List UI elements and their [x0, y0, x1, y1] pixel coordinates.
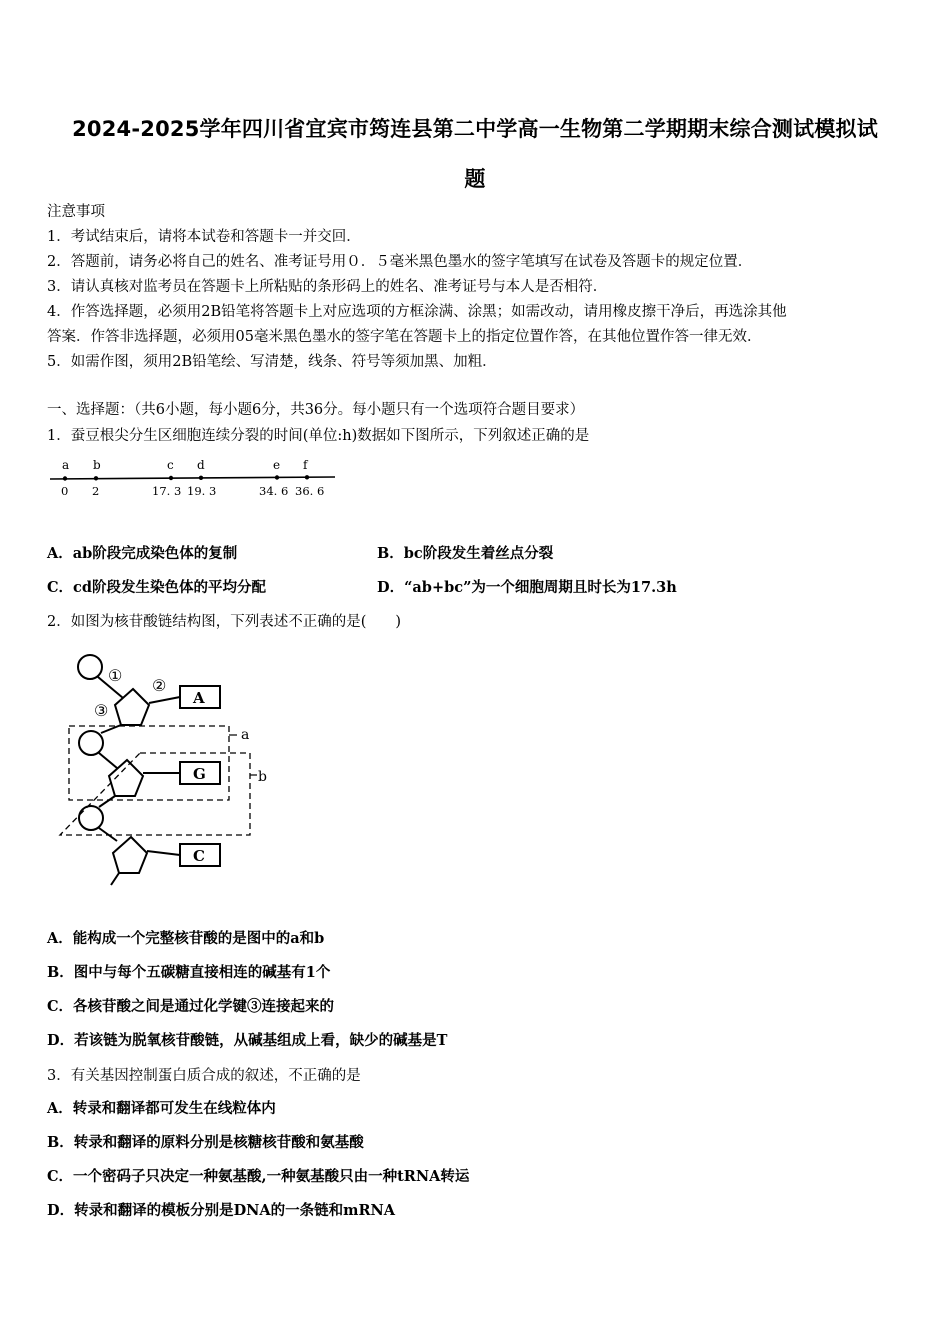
- pentose-sugar-3: [113, 837, 147, 873]
- timeline-point-a: [61, 458, 69, 498]
- q3-stem: 3．有关基因控制蛋白质合成的叙述，不正确的是: [47, 1068, 361, 1084]
- timeline-letter-e: e: [273, 458, 281, 472]
- notice-heading: 注意事项: [47, 204, 105, 220]
- timeline-letter-c: c: [167, 458, 174, 472]
- q1-option-a[interactable]: A．ab阶段完成染色体的复制: [47, 545, 238, 562]
- q2-option-a[interactable]: A．能构成一个完整核苷酸的是图中的a和b: [47, 930, 325, 947]
- bond-label-2: ②: [152, 676, 167, 695]
- q2-nucleotide-chain-diagram: [45, 645, 285, 900]
- timeline-letter-b: b: [93, 458, 101, 472]
- exam-title-line2: 题: [464, 167, 486, 191]
- bond-label-3: ③: [94, 701, 109, 720]
- section-heading: 一、选择题：（共6小题，每小题6分，共36分。每小题只有一个选项符合题目要求）: [47, 402, 585, 418]
- notice-item-5: 5．如需作图，须用2B铅笔绘、写清楚，线条、符号等须加黑、加粗．: [47, 354, 497, 370]
- base-label-C: C: [193, 847, 205, 865]
- region-label-b: b: [258, 769, 267, 785]
- q1-option-d[interactable]: D．“ab+bc”为一个细胞周期且时长为17.3h: [377, 579, 677, 596]
- notice-item-2: 2．答题前，请务必将自己的姓名、准考证号用０．５毫米黑色墨水的签字笔填写在试卷及答题卡的规定位置．: [47, 254, 753, 270]
- timeline-value-e: 34. 6: [259, 484, 289, 498]
- q1-stem: 1．蚕豆根尖分生区细胞连续分裂的时间(单位:h)数据如下图所示，下列叙述正确的是: [47, 428, 590, 444]
- timeline-value-b: 2: [92, 484, 100, 498]
- timeline-value-a: 0: [61, 484, 69, 498]
- timeline-letter-f: f: [303, 458, 308, 472]
- region-label-a: a: [241, 727, 250, 743]
- bond-label-1: ①: [108, 666, 123, 685]
- notice-item-3: 3．请认真核对监考员在答题卡上所粘贴的条形码上的姓名、准考证号与本人是否相符．: [47, 279, 608, 295]
- timeline-value-c: 17. 3: [152, 484, 182, 498]
- base-label-A: A: [193, 689, 205, 707]
- timeline-value-f: 36. 6: [295, 484, 325, 498]
- dashed-box-b: [60, 753, 250, 835]
- exam-title-line1: 2024-2025学年四川省宜宾市筠连县第二中学高一生物第二学期期末综合测试模拟试: [72, 117, 878, 141]
- timeline-letter-d: d: [197, 458, 205, 472]
- timeline-letter-a: a: [62, 458, 70, 472]
- base-label-G: G: [193, 765, 206, 783]
- q1-option-b[interactable]: B．bc阶段发生着丝点分裂: [377, 545, 554, 562]
- notice-item-1: 1．考试结束后，请将本试卷和答题卡一并交回．: [47, 229, 361, 245]
- q2-option-b[interactable]: B．图中与每个五碳糖直接相连的碱基有1个: [47, 964, 331, 981]
- q2-option-d[interactable]: D．若该链为脱氧核苷酸链，从碱基组成上看，缺少的碱基是T: [47, 1032, 448, 1049]
- q3-option-a[interactable]: A．转录和翻译都可发生在线粒体内: [47, 1100, 276, 1117]
- q3-option-d[interactable]: D．转录和翻译的模板分别是DNA的一条链和mRNA: [47, 1202, 396, 1219]
- q3-option-b[interactable]: B．转录和翻译的原料分别是核糖核苷酸和氨基酸: [47, 1134, 364, 1151]
- phosphate-1: [78, 655, 102, 679]
- q3-option-c[interactable]: C．一个密码子只决定一种氨基酸,一种氨基酸只由一种tRNA转运: [47, 1168, 470, 1185]
- timeline-value-d: 19. 3: [187, 484, 217, 498]
- phosphate-2: [79, 731, 103, 755]
- notice-item-4-cont: 答案．作答非选择题，必须用05毫米黑色墨水的签字笔在答题卡上的指定位置作答，在其他位置作答一律无效．: [47, 329, 762, 345]
- notice-item-4: 4．作答选择题，必须用2B铅笔将答题卡上对应选项的方框涂满、涂黑；如需改动，请用橡皮擦干净后，再选涂其他: [47, 304, 787, 320]
- q1-option-c[interactable]: C．cd阶段发生染色体的平均分配: [47, 579, 267, 596]
- q2-stem: 2．如图为核苷酸链结构图，下列表述不正确的是( ): [47, 614, 402, 630]
- q2-option-c[interactable]: C．各核苷酸之间是通过化学键③连接起来的: [47, 998, 335, 1015]
- q1-timeline-figure: [45, 455, 345, 505]
- phosphate-3: [79, 806, 103, 830]
- timeline-axis: [50, 477, 335, 479]
